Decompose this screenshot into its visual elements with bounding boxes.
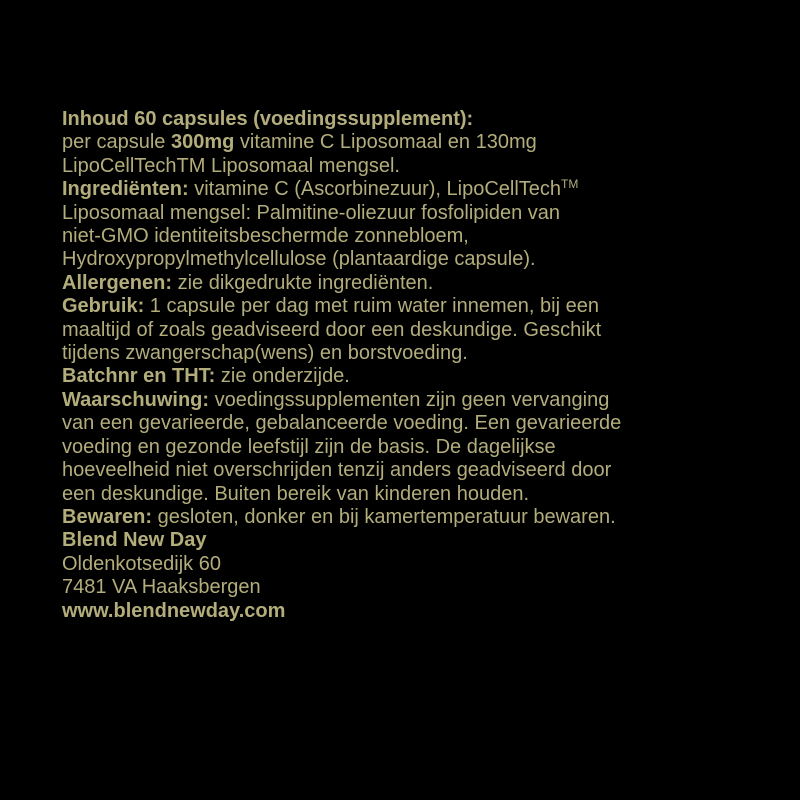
usage-line-2: maaltijd of zoals geadviseerd door een deskundige. Geschikt: [62, 318, 602, 341]
dose-prefix: per capsule: [62, 131, 171, 154]
ingredients-line-2: Liposomaal mengsel: Palmitine-oliezuur fosfolipiden van: [62, 201, 561, 224]
usage-line-3: tijdens zwangerschap(wens) en borstvoeding.: [62, 342, 468, 365]
batch-label: Batchnr en THT:: [62, 365, 216, 388]
contents-heading: Inhoud 60 capsules (voedingssupplement):: [62, 108, 474, 130]
company-street: Oldenkotsedijk 60: [62, 552, 221, 575]
usage-text-1: 1 capsule per dag met ruim water innemen, bij een: [144, 295, 599, 318]
trademark-mark: TM: [561, 177, 579, 192]
warning-line-4: hoeveelheid niet overschrijden tenzij anders geadviseerd door: [62, 459, 612, 482]
batch-text: zie onderzijde.: [215, 365, 350, 388]
ingredients-line-4: Hydroxypropylmethylcellulose (plantaardige capsule).: [62, 248, 536, 271]
company-city: 7481 VA Haaksbergen: [62, 576, 261, 599]
storage-label: Bewaren:: [62, 505, 153, 528]
company-name: Blend New Day: [62, 529, 207, 552]
allergens-text: zie dikgedrukte ingrediënten.: [172, 271, 434, 294]
usage-label: Gebruik:: [62, 295, 145, 318]
company-website: www.blendnewday.com: [62, 599, 286, 622]
ingredients-text-1: vitamine C (Ascorbinezuur), LipoCellTech: [188, 178, 562, 201]
allergens-line: [62, 272, 782, 295]
storage-text: gesloten, donker en bij kamertemperatuur bewaren.: [152, 505, 616, 528]
allergens-label: Allergenen:: [62, 271, 173, 294]
ingredients-line-1: [62, 178, 782, 201]
warning-line-1: [62, 389, 782, 412]
dose-line-1: [62, 131, 782, 154]
dose-amount: 300mg: [170, 131, 235, 154]
ingredients-line-3: niet-GMO identiteitsbeschermde zonnebloem,: [62, 225, 469, 248]
supplement-label-text: [62, 108, 782, 623]
warning-line-2: van een gevarieerde, gebalanceerde voeding. Een gevarieerde: [62, 412, 622, 435]
dose-line-2: LipoCellTechTM Liposomaal mengsel.: [62, 154, 400, 177]
storage-line: [62, 506, 782, 529]
usage-line-1: [62, 295, 782, 318]
warning-label: Waarschuwing:: [62, 388, 210, 411]
warning-line-3: voeding en gezonde leefstijl zijn de basis. De dagelijkse: [62, 435, 556, 458]
dose-suffix: vitamine C Liposomaal en 130mg: [234, 131, 537, 154]
ingredients-label: Ingrediënten:: [62, 178, 189, 201]
warning-line-5: een deskundige. Buiten bereik van kinderen houden.: [62, 482, 530, 505]
warning-text-1: voedingssupplementen zijn geen vervanging: [209, 388, 610, 411]
batch-line: [62, 365, 782, 388]
